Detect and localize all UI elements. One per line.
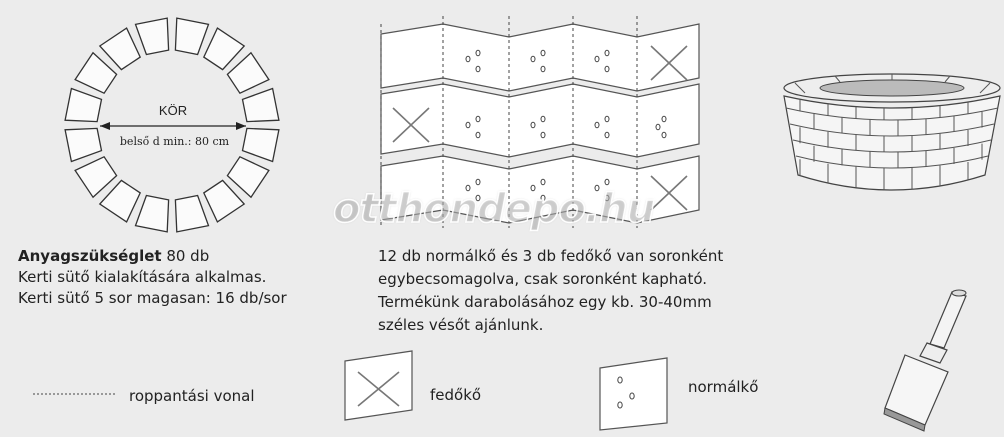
- ring-label: KÖR: [158, 103, 188, 118]
- info-middle-line3: Termékünk darabolásához egy kb. 30-40mm: [378, 293, 712, 311]
- diameter-label: belső d min.: 80 cm: [119, 135, 230, 148]
- info-middle-line1: 12 db normálkő és 3 db fedőkő van soronként: [378, 247, 724, 265]
- material-title: Anyagszükséglet: [18, 247, 162, 265]
- watermark: otthondepo.hu: [333, 186, 655, 232]
- legend-normal-stone-label: normálkő: [688, 378, 759, 396]
- info-left-line3: Kerti sütő 5 sor magasan: 16 db/sor: [18, 289, 287, 307]
- info-left-line2: Kerti sütő kialakítására alkalmas.: [18, 268, 267, 286]
- cover-stone-sample: [345, 351, 412, 420]
- material-count: 80 db: [161, 247, 210, 265]
- info-middle-line4: széles vésőt ajánlunk.: [378, 316, 544, 334]
- legend-break-line-label: roppantási vonal: [129, 387, 255, 405]
- legend-cover-stone-label: fedőkő: [430, 386, 482, 404]
- info-middle-line2: egybecsomagolva, csak soronként kapható.: [378, 270, 708, 288]
